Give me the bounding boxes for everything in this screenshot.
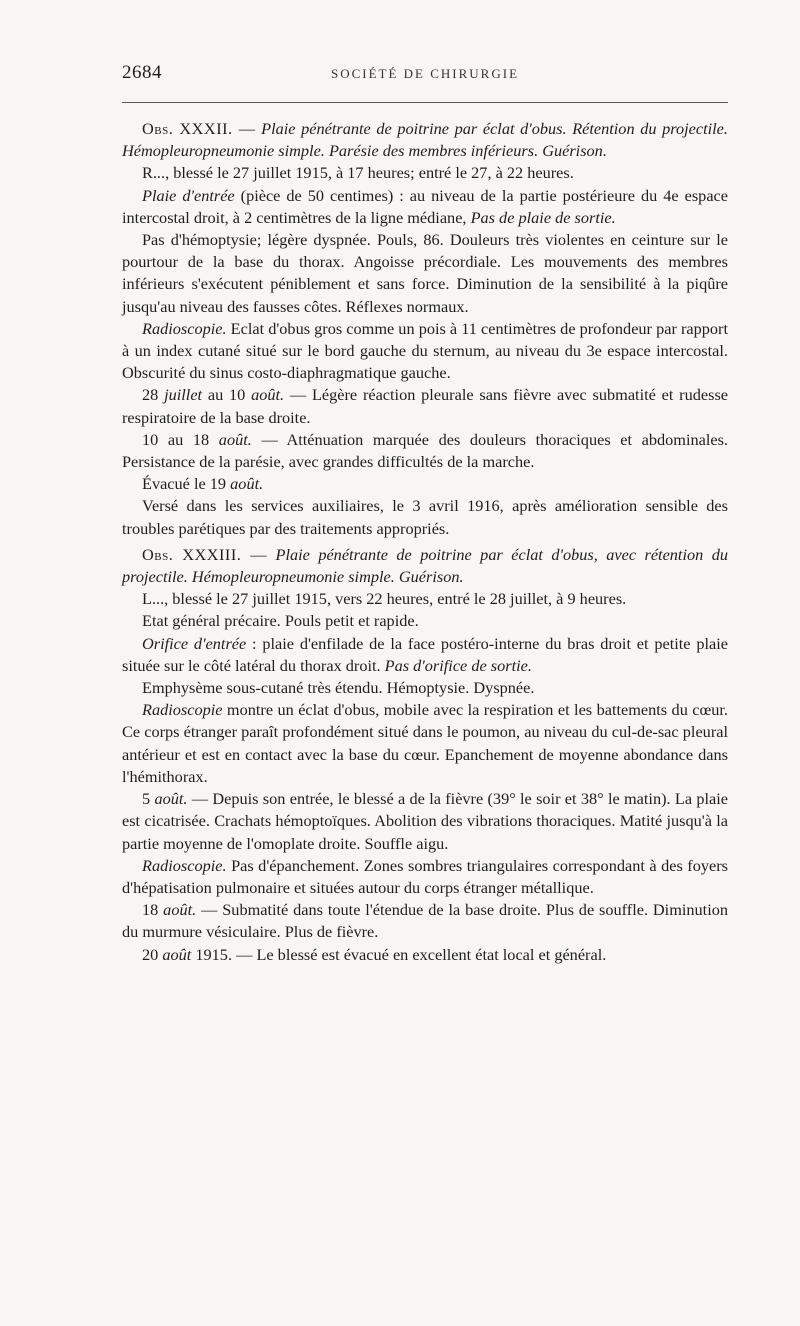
obs-label: Obs. XXXII. — — [142, 119, 256, 138]
paragraph — [122, 473, 728, 495]
date-num: au 10 — [202, 385, 252, 405]
paragraph — [122, 944, 728, 966]
paragraph-text: — Depuis son entrée, le blessé a de la fièvre (39° le soir et 38° le matin). La plaie est cicatrisée. Crachats hémoptoïques. Abolition des vibrations thoraciques. Matité jusqu'à la partie moyenne de l'omoplate droite. Souffle aigu. — [122, 789, 728, 853]
date-month: juillet — [164, 385, 203, 405]
document-body — [122, 118, 728, 966]
obs-title: Plaie pénétrante de poitrine par éclat d'obus, avec rétention du projectile. Hémopleuropneumonie simple. Guérison. — [122, 544, 728, 587]
italic-tail: Pas d'orifice de sortie. — [384, 655, 532, 675]
paragraph — [122, 699, 728, 788]
paragraph — [122, 185, 728, 229]
obs-33-title — [122, 544, 728, 588]
italic-tail: Pas de plaie de sortie. — [470, 207, 616, 227]
date-num: 5 — [142, 789, 155, 809]
paragraph-text: Eclat d'obus gros comme un pois à 11 centimètres de profondeur par rapport à un index cutané situé sur le bord gauche du sternum, au niveau du 3e espace intercostal. Obscurité du sinus costo-diaphragmatique gauche. — [122, 318, 728, 383]
paragraph-text: : plaie d'enfilade de la face postéro-interne du bras droit et petite plaie située sur le côté latéral du thorax droit. — [122, 633, 728, 675]
running-head: SOCIÉTÉ DE CHIRURGIE — [330, 66, 520, 81]
italic-lead: Radioscopie. — [142, 855, 227, 875]
date-num: 20 — [142, 944, 163, 964]
date-num: 18 — [142, 900, 164, 920]
date-num: 28 — [142, 385, 165, 405]
paragraph-text: — Submatité dans toute l'étendue de la base droite. Plus de souffle. Diminution du murmure vésiculaire. Plus de fièvre. — [122, 900, 729, 942]
paragraph-text: — Légère réaction pleurale sans fièvre avec submatité et rudesse respiratoire de la base droite. — [122, 385, 729, 427]
italic-lead: Radioscopie — [142, 700, 223, 720]
paragraph — [122, 788, 728, 855]
paragraph: Emphysème sous-cutané très étendu. Hémoptysie. Dyspnée. — [142, 678, 535, 698]
paragraph-text: — Atténuation marquée des douleurs thoraciques et abdominales. Persistance de la parésie, avec grandes difficultés de la marche. — [122, 429, 729, 472]
paragraph — [122, 318, 728, 385]
paragraph-text: Pas d'épanchement. Zones sombres triangulaires correspondant à des foyers d'hépatisation pulmonaire et situées autour du corps étranger métallique. — [122, 855, 728, 897]
paragraph: Pas d'hémoptysie; légère dyspnée. Pouls, 86. Douleurs très violentes en ceinture sur le pourtour de la base du thorax. Angoisse précordiale. Les mouvements des membres inférieurs s'exécutent péniblement et sans force. Diminution de la sensibilité à la piqûre jusqu'au niveau des fausses côtes. Réflexes normaux. — [122, 230, 728, 316]
date-month: août. — [218, 429, 252, 449]
obs-32-title — [122, 118, 728, 162]
italic-lead: Radioscopie. — [142, 318, 227, 338]
date-month: août. — [163, 900, 197, 920]
obs-title: Plaie pénétrante de poitrine par éclat d'obus. Rétention du projectile. Hémopleuropneumonie simple. Parésie des membres inférieurs. Guérison. — [122, 119, 728, 161]
paragraph — [122, 384, 728, 428]
page-header — [122, 60, 728, 90]
obs-label: Obs. XXXIII. — — [142, 544, 268, 564]
italic-lead: Plaie d'entrée — [142, 185, 235, 205]
paragraph — [122, 899, 728, 943]
date-num: 10 au 18 — [142, 429, 219, 449]
paragraph-text: 1915. — Le blessé est évacué en excellent état local et général. — [191, 944, 607, 964]
header-rule — [122, 102, 728, 103]
paragraph — [122, 429, 728, 473]
paragraph-text: (pièce de 50 centimes) : au niveau de la partie postérieure du 4e espace intercostal droit, à 2 centimètres de la ligne médiane, — [122, 185, 729, 227]
paragraph: L..., blessé le 27 juillet 1915, vers 22 heures, entré le 28 juillet, à 9 heures. — [142, 589, 627, 609]
date-month: août — [162, 944, 192, 964]
paragraph: Versé dans les services auxiliaires, le 3 avril 1916, après amélioration sensible des troubles parétiques par des traitements appropriés. — [122, 496, 728, 538]
paragraph: Etat général précaire. Pouls petit et rapide. — [142, 611, 419, 631]
date-month: août. — [251, 385, 285, 405]
paragraph-text: Évacué le 19 — [142, 474, 231, 494]
page-number: 2684 — [122, 62, 162, 83]
paragraph-text: montre un éclat d'obus, mobile avec la respiration et les battements du cœur. Ce corps étranger paraît profondément situé dans le poumon, au niveau du cul-de-sac pleural antérieur et est en contact avec la base du cœur. Epanchement de moyenne abondance dans l'hémithorax. — [122, 700, 728, 786]
date-month: août. — [230, 474, 264, 494]
paragraph — [122, 633, 728, 677]
italic-lead: Orifice d'entrée — [142, 633, 247, 653]
date-month: août. — [154, 789, 188, 809]
paragraph: R..., blessé le 27 juillet 1915, à 17 heures; entré le 27, à 22 heures. — [142, 163, 574, 183]
paragraph — [122, 855, 728, 899]
